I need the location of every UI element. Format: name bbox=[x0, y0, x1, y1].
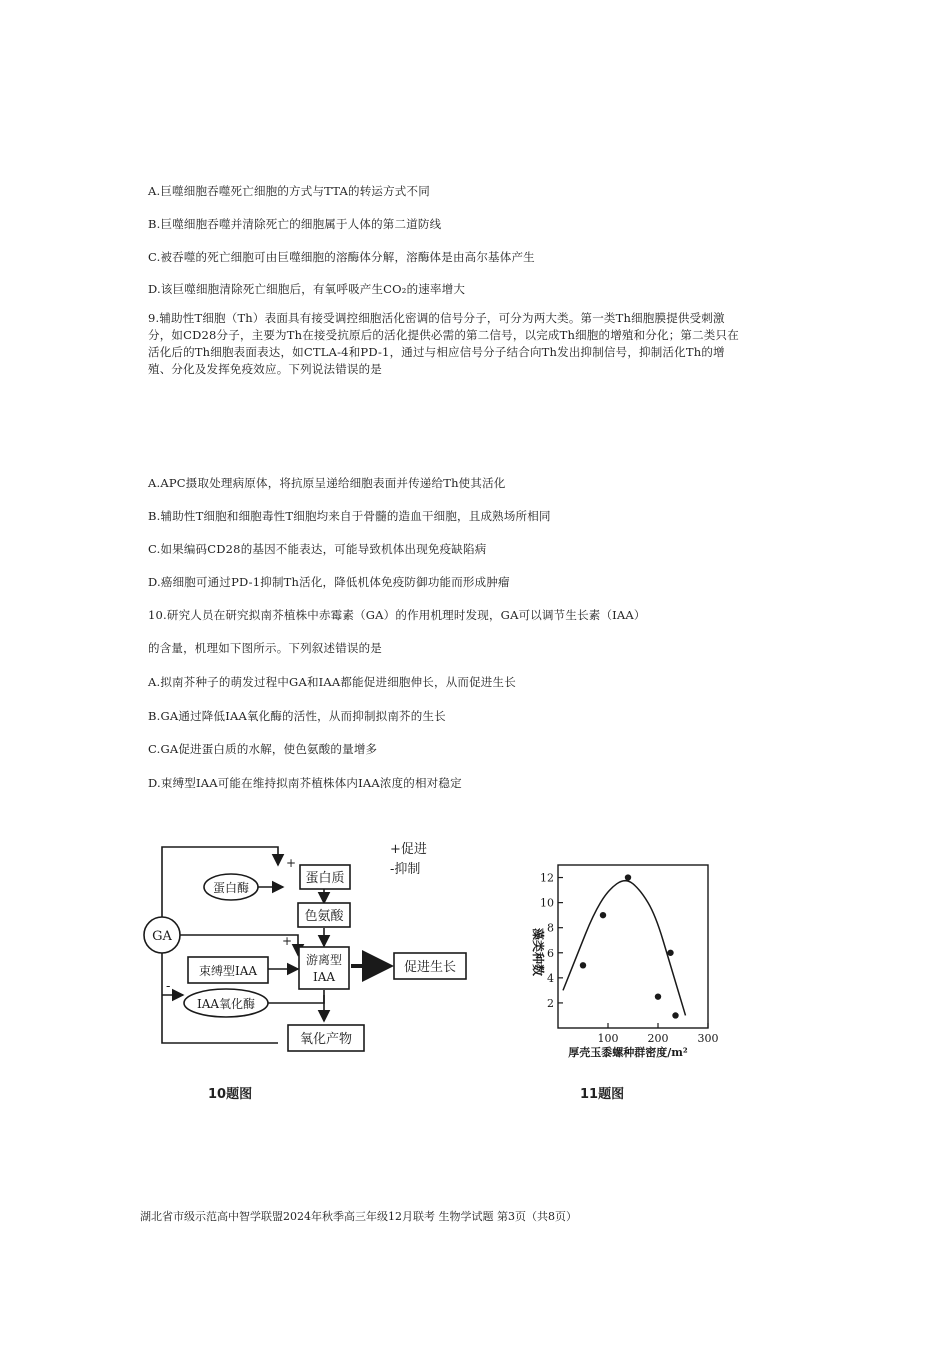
y-tick-label: 4 bbox=[547, 971, 554, 985]
q9-option-a: A.APC摄取处理病原体，将抗原呈递给细胞表面并传递给Th使其活化 bbox=[148, 476, 506, 490]
x-tick-label: 100 bbox=[597, 1032, 619, 1045]
figure11-chart bbox=[520, 850, 730, 1065]
x-tick-label: 300 bbox=[697, 1032, 719, 1045]
q8-option-d: D.该巨噬细胞清除死亡细胞后，有氧呼吸产生CO₂的速率增大 bbox=[148, 282, 466, 296]
q10-stem-line2: 的含量，机理如下图所示。下列叙述错误的是 bbox=[148, 641, 382, 655]
y-tick-label: 8 bbox=[547, 921, 554, 935]
chart-data-point bbox=[600, 912, 606, 918]
figure11-caption: 11题图 bbox=[580, 1087, 625, 1102]
chart-fit-curve bbox=[563, 881, 686, 1016]
legend-promote: +促进 bbox=[390, 842, 427, 857]
ga-label: GA bbox=[152, 929, 172, 944]
q9-option-b: B.辅助性T细胞和细胞毒性T细胞均来自于骨髓的造血干细胞，且成熟场所相同 bbox=[148, 509, 551, 523]
free-iaa-label-1: 游离型 bbox=[305, 953, 343, 967]
y-tick-label: 2 bbox=[547, 996, 554, 1010]
chart-ylabel: 藻类种数 bbox=[531, 927, 545, 977]
y-tick-label: 6 bbox=[547, 946, 554, 960]
oxidase-to-iaa bbox=[268, 990, 324, 1003]
minus-sign-oxidase: - bbox=[166, 979, 171, 994]
chart-data-point bbox=[667, 950, 673, 956]
q9-stem: 9.辅助性T细胞（Th）表面具有接受调控细胞活化密调的信号分子，可分为两大类。第一类Th细胞膜提供受刺激分，如CD28分子，主要为Th在接受抗原后的活化提供必需的第二信号，以完成Th细胞的增殖和分化；第二类只在活化后的Th细胞表面表达，如CTLA-4和PD-1，通过与相应信号分子结合向Th发出抑制信号，抑制活化Th的增殖、分化及发挥免疫效应。下列说法错误的是 bbox=[148, 311, 739, 376]
chart-xlabel: 厚壳玉黍螺种群密度/m² bbox=[568, 1046, 688, 1059]
plus-sign-protease: + bbox=[286, 856, 297, 870]
figure10-caption: 10题图 bbox=[208, 1087, 253, 1102]
q10-option-b: B.GA通过降低IAA氧化酶的活性，从而抑制拟南芥的生长 bbox=[148, 709, 446, 723]
y-tick-label: 12 bbox=[540, 871, 554, 885]
q10-option-d: D.束缚型IAA可能在维持拟南芥植株体内IAA浓度的相对稳定 bbox=[148, 776, 462, 790]
q8-option-b: B.巨噬细胞吞噬并清除死亡的细胞属于人体的第二道防线 bbox=[148, 217, 442, 231]
chart-data-point bbox=[580, 962, 586, 968]
chart-data-point bbox=[625, 874, 631, 880]
x-tick-label: 200 bbox=[647, 1032, 669, 1045]
q8-option-c: C.被吞噬的死亡细胞可由巨噬细胞的溶酶体分解，溶酶体是由高尔基体产生 bbox=[148, 250, 535, 264]
bound-iaa-label: 束缚型IAA bbox=[198, 964, 258, 978]
tryptophan-label: 色氨酸 bbox=[304, 909, 344, 924]
chart-data-point bbox=[672, 1012, 678, 1018]
plus-sign-bound: + bbox=[282, 934, 293, 948]
q10-stem-line1: 10.研究人员在研究拟南芥植株中赤霉素（GA）的作用机理时发现，GA可以调节生长素（IAA） bbox=[148, 608, 646, 622]
q9-option-d: D.癌细胞可通过PD-1抑制Th活化，降低机体免疫防御功能而形成肿瘤 bbox=[148, 575, 510, 589]
protease-label: 蛋白酶 bbox=[212, 881, 250, 895]
figure10-diagram bbox=[138, 835, 478, 1065]
page-footer: 湖北省市级示范高中智学联盟2024年秋季高三年级12月联考 生物学试题 第3页（共8页） bbox=[140, 1210, 577, 1223]
ga-to-bound bbox=[178, 935, 298, 955]
legend-inhibit: -抑制 bbox=[390, 862, 421, 877]
iaa-oxidase-label: IAA氧化酶 bbox=[196, 997, 256, 1011]
y-tick-label: 10 bbox=[540, 896, 554, 910]
protein-label: 蛋白质 bbox=[305, 871, 345, 886]
q9-option-c: C.如果编码CD28的基因不能表达，可能导致机体出现免疫缺陷病 bbox=[148, 542, 487, 556]
q10-option-a: A.拟南芥种子的萌发过程中GA和IAA都能促进细胞伸长，从而促进生长 bbox=[148, 675, 516, 689]
q8-option-a: A.巨噬细胞吞噬死亡细胞的方式与TTA的转运方式不同 bbox=[148, 184, 430, 198]
q10-option-c: C.GA促进蛋白质的水解，使色氨酸的量增多 bbox=[148, 742, 378, 756]
free-iaa-label-2: IAA bbox=[312, 970, 336, 984]
promote-growth-label: 促进生长 bbox=[403, 960, 457, 975]
chart-data-point bbox=[655, 993, 661, 999]
oxidation-products-label: 氧化产物 bbox=[299, 1032, 353, 1047]
